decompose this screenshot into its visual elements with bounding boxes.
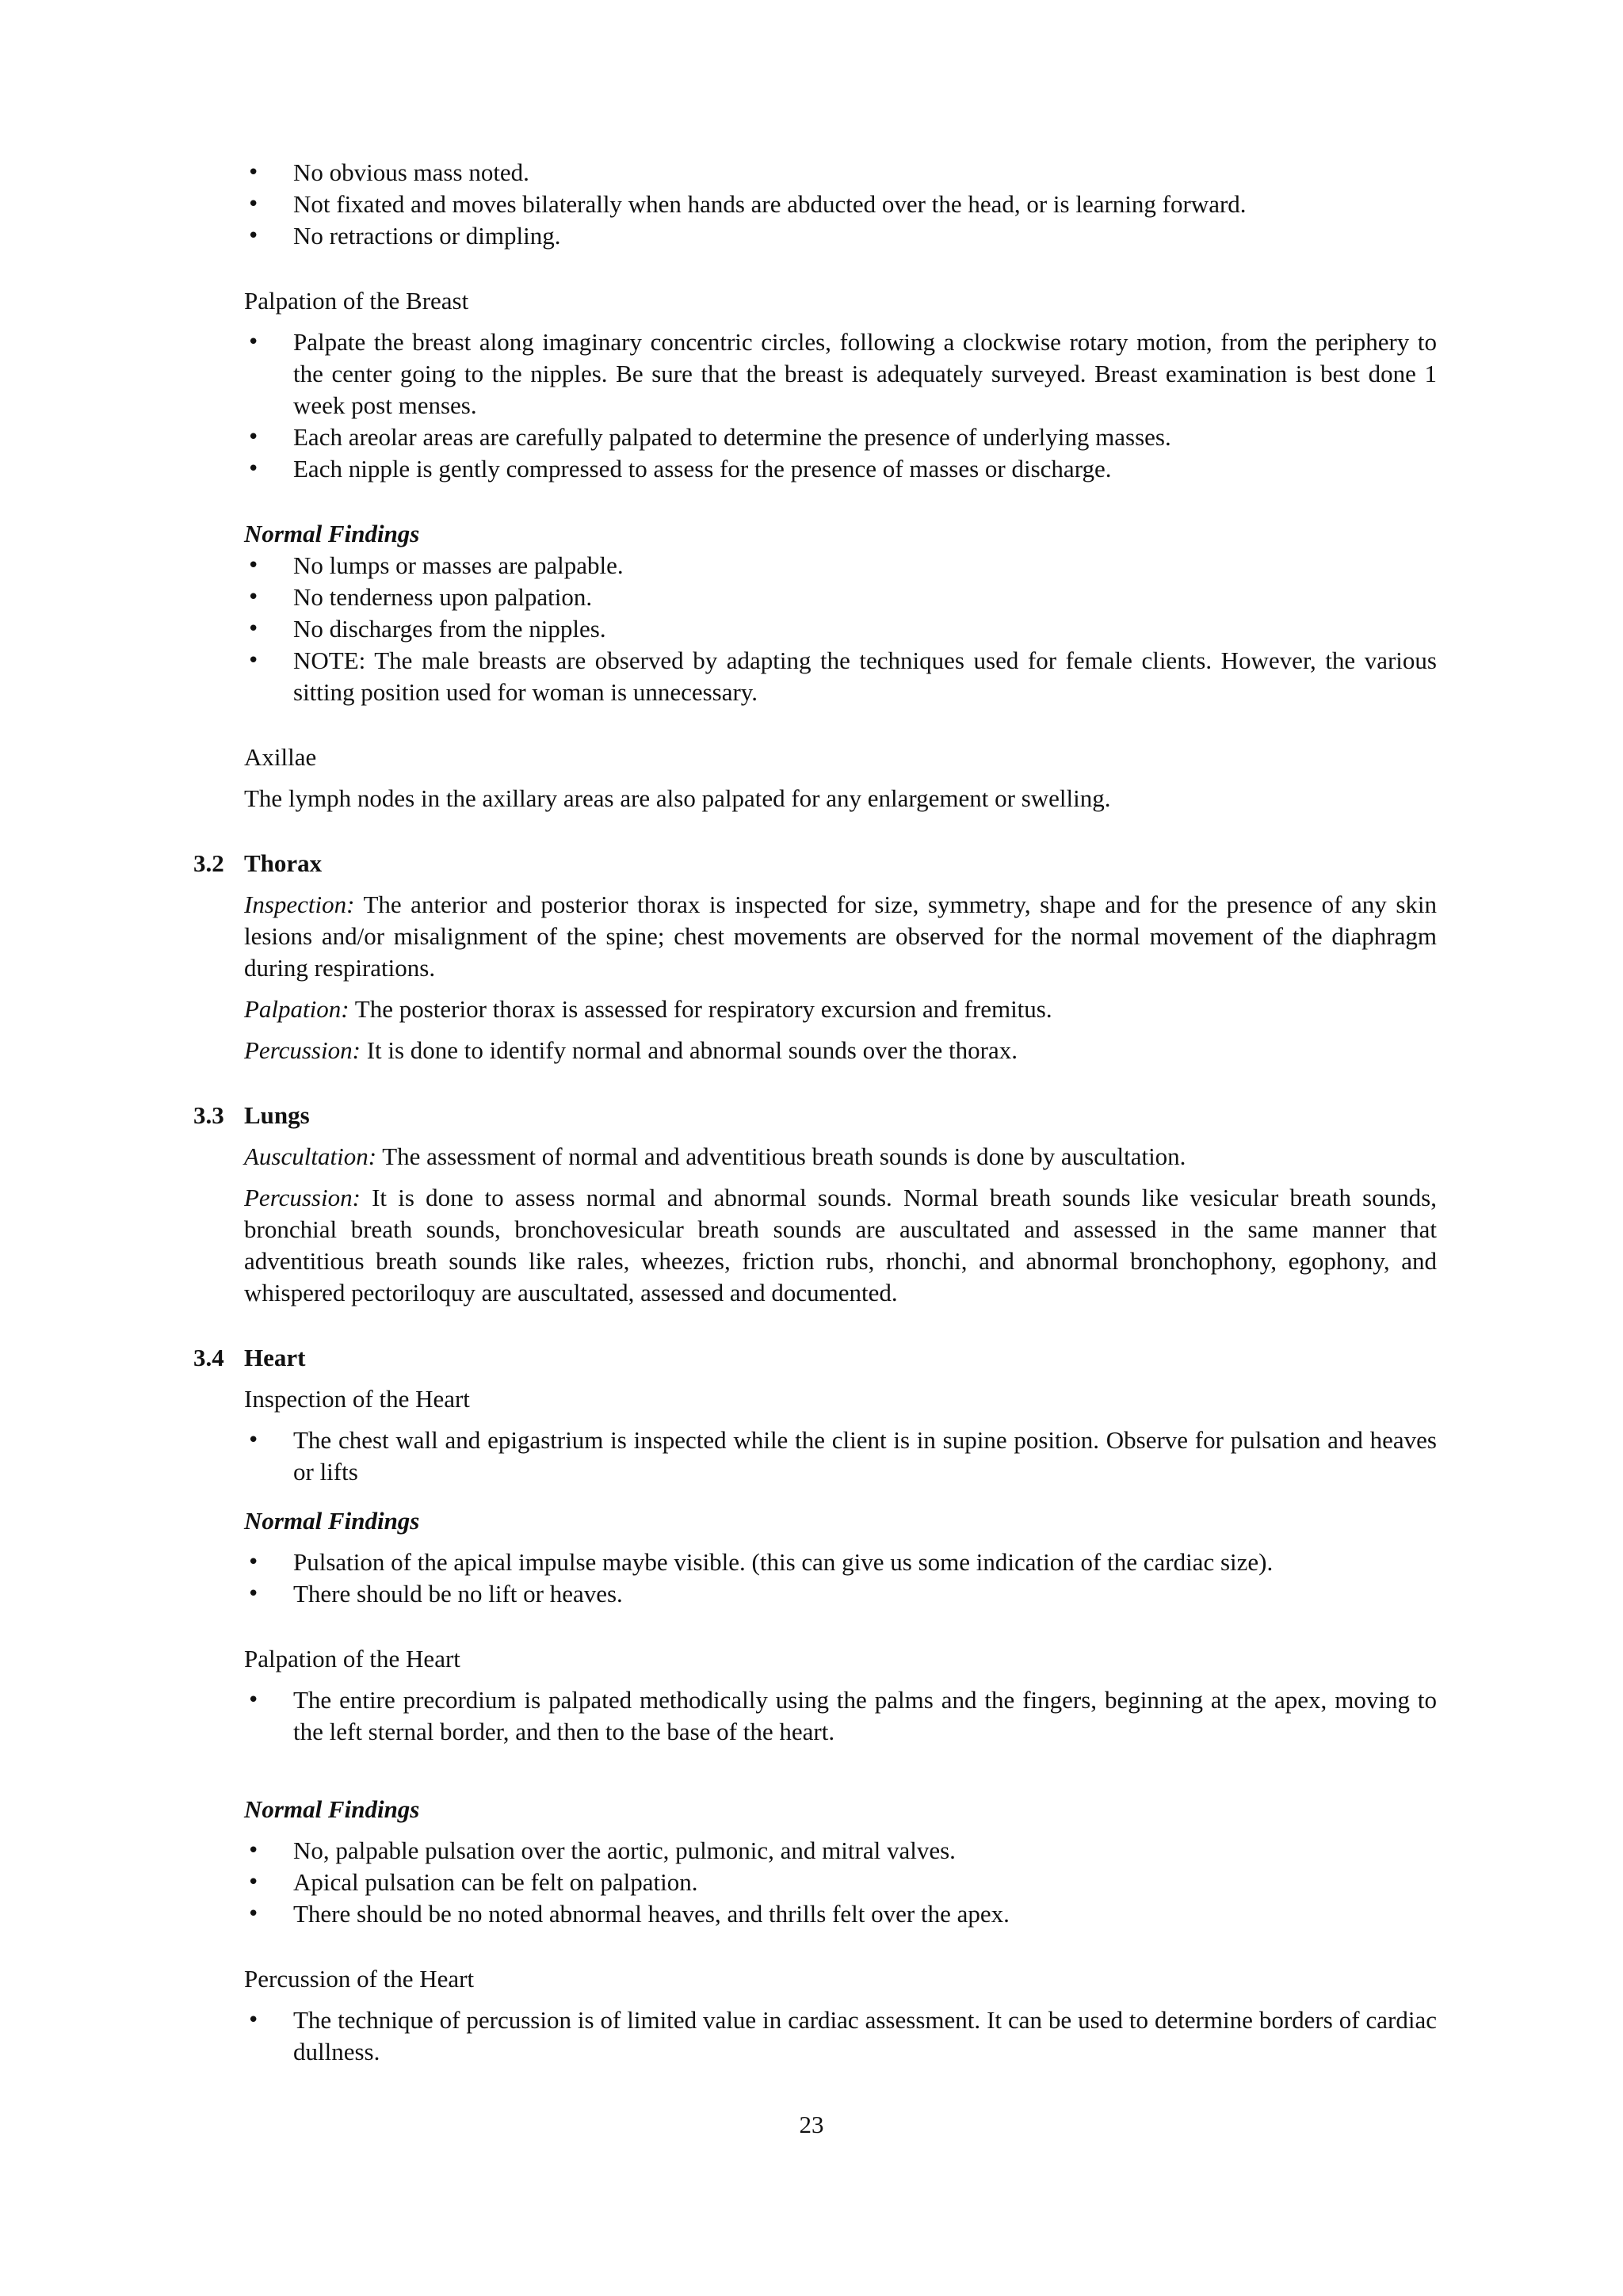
percussion-heart-list <box>244 2004 1437 2068</box>
palpation-breast-heading: Palpation of the Breast <box>244 287 469 315</box>
inspection-heart-heading: Inspection of the Heart <box>244 1385 470 1413</box>
normal-findings-list <box>244 1835 1437 1930</box>
section-number: 3.4 <box>193 1344 224 1371</box>
thorax-palpation: Palpation: The posterior thorax is assessed for respiratory excursion and fremitus. <box>244 995 1052 1023</box>
normal-findings-list <box>244 1547 1437 1610</box>
axillae-heading: Axillae <box>244 743 317 771</box>
list-item: • No retractions or dimpling. <box>244 220 1437 252</box>
list-item: • Apical pulsation can be felt on palpation. <box>244 1867 1437 1898</box>
list-item: • There should be no lift or heaves. <box>244 1578 1437 1610</box>
normal-findings-list <box>244 550 1437 708</box>
inline-label: Percussion: <box>244 1184 361 1211</box>
list-item: • The technique of percussion is of limited value in cardiac assessment. It can be used to determine borders of cardiac dullness. <box>244 2004 1437 2068</box>
inline-label: Percussion: <box>244 1036 361 1064</box>
thorax-inspection: Inspection: The anterior and posterior thorax is inspected for size, symmetry, shape and for the presence of any skin lesions and/or misalignment of the spine; chest movements are observed for the normal movement of the diaphragm during respirations. <box>244 891 1437 982</box>
list-item: • The entire precordium is palpated methodically using the palms and the fingers, beginning at the apex, moving to the left sternal border, and then to the base of the heart. <box>244 1684 1437 1748</box>
list-item: • No obvious mass noted. <box>244 157 1437 189</box>
list-item: • No tenderness upon palpation. <box>244 582 1437 613</box>
list-item: • No lumps or masses are palpable. <box>244 550 1437 582</box>
lungs-percussion: Percussion: It is done to assess normal and abnormal sounds. Normal breath sounds like vesicular breath sounds, bronchial breath sounds, bronchovesicular breath sounds are auscultated and assessed in the same manner that adventitious breath sounds like rales, wheezes, friction rubs, rhonchi, and abnormal bronchophony, egophony, and whispered pectoriloquy are auscultated, assessed and documented. <box>244 1184 1437 1306</box>
list-item: • Each areolar areas are carefully palpated to determine the presence of underlying masses. <box>244 421 1437 453</box>
list-item: • Not fixated and moves bilaterally when hands are abducted over the head, or is learning forward. <box>244 189 1437 220</box>
inline-label: Inspection: <box>244 891 355 918</box>
axillae-text: The lymph nodes in the axillary areas are also palpated for any enlargement or swelling. <box>244 784 1111 812</box>
list-item: • Pulsation of the apical impulse maybe visible. (this can give us some indication of the cardiac size). <box>244 1547 1437 1578</box>
palpation-heart-heading: Palpation of the Heart <box>244 1645 460 1672</box>
normal-findings-heading: Normal Findings <box>244 520 420 547</box>
section-title: Thorax <box>244 849 323 877</box>
inspection-heart-list <box>244 1425 1437 1488</box>
section-lungs <box>193 1100 1437 1309</box>
section-number: 3.2 <box>193 849 224 877</box>
inline-label: Palpation: <box>244 995 349 1023</box>
normal-findings-heading: Normal Findings <box>244 1795 420 1823</box>
percussion-heart-heading: Percussion of the Heart <box>244 1965 475 1993</box>
inline-label: Auscultation: <box>244 1142 377 1170</box>
list-item: • NOTE: The male breasts are observed by adapting the techniques used for female clients. However, the various sitting position used for woman is unnecessary. <box>244 645 1437 708</box>
list-item: • No discharges from the nipples. <box>244 613 1437 645</box>
list-item: • Each nipple is gently compressed to assess for the presence of masses or discharge. <box>244 453 1437 485</box>
page-number: 23 <box>799 2111 824 2138</box>
section-thorax <box>193 848 1437 1066</box>
list-item: • Palpate the breast along imaginary concentric circles, following a clockwise rotary motion, from the periphery to the center going to the nipples. Be sure that the breast is adequately surveyed. Breast examination is best done 1 week post menses. <box>244 326 1437 421</box>
palpation-breast-list <box>244 326 1437 485</box>
thorax-percussion: Percussion: It is done to identify normal and abnormal sounds over the thorax. <box>244 1036 1018 1064</box>
lungs-auscultation: Auscultation: The assessment of normal and adventitious breath sounds is done by auscultation. <box>244 1142 1186 1170</box>
list-item: • There should be no noted abnormal heaves, and thrills felt over the apex. <box>244 1898 1437 1930</box>
top-bullet-list <box>244 157 1437 252</box>
section-title: Heart <box>244 1344 306 1371</box>
section-number: 3.3 <box>193 1101 224 1129</box>
list-item: • No, palpable pulsation over the aortic, pulmonic, and mitral valves. <box>244 1835 1437 1867</box>
list-item: • The chest wall and epigastrium is inspected while the client is in supine position. Observe for pulsation and heaves or lifts <box>244 1425 1437 1488</box>
normal-findings-heading: Normal Findings <box>244 1507 420 1535</box>
section-heart <box>193 1342 1437 2068</box>
palpation-heart-list <box>244 1684 1437 1748</box>
page-content <box>193 157 1437 2068</box>
section-title: Lungs <box>244 1101 310 1129</box>
